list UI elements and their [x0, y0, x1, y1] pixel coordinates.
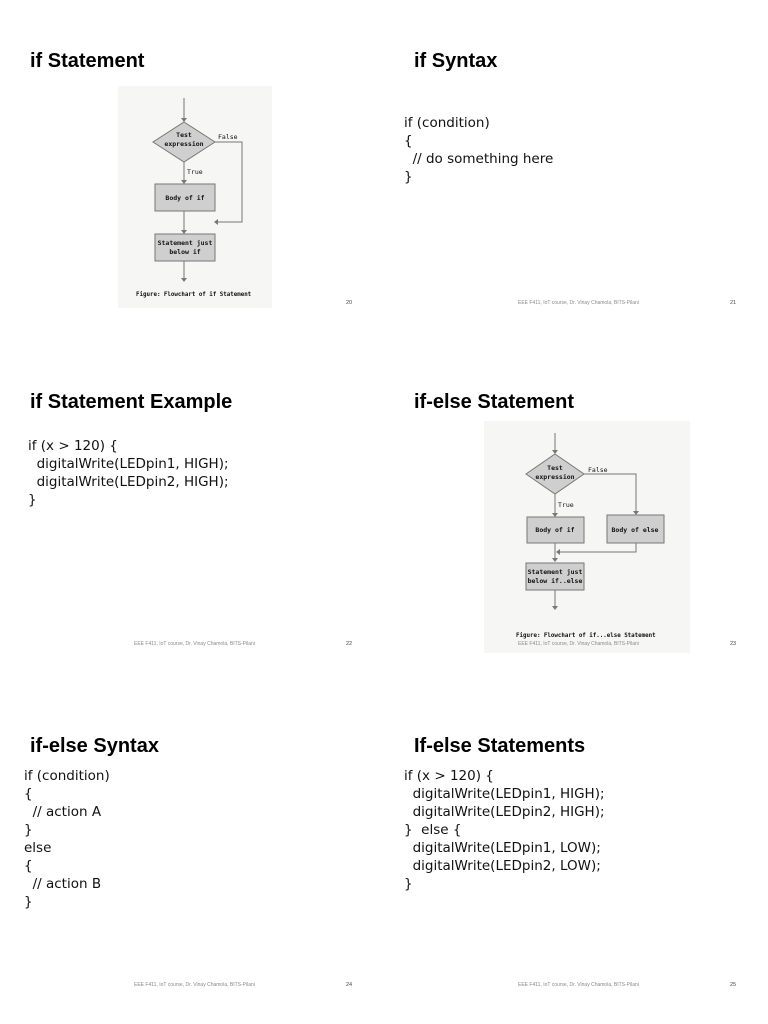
slide-footer: EEE F411, IoT course, Dr. Vinay Chamola, BITS-Pilani	[134, 982, 255, 988]
body-of-else-label: Body of else	[611, 526, 659, 534]
true-label: True	[558, 501, 574, 509]
slide-if-else-statement-footer	[384, 341, 768, 682]
false-label: False	[218, 133, 238, 141]
slide-footer: EEE F411, IoT course, Dr. Vinay Chamola, BITS-Pilani	[518, 300, 639, 306]
body-of-if-label: Body of if	[535, 526, 575, 534]
page-number: 21	[730, 300, 737, 306]
statement-below-label: below if..else	[527, 577, 583, 585]
test-label: Test	[176, 131, 192, 139]
slide-footer: EEE F411, IoT course, Dr. Vinay Chamola, BITS-Pilani	[134, 641, 255, 647]
test-label: expression	[535, 473, 575, 481]
slide-title: If-else Statements	[414, 735, 586, 757]
statement-below-label: Statement just	[527, 568, 583, 576]
true-label: True	[187, 168, 203, 176]
false-label: False	[588, 466, 608, 474]
if-flowchart	[118, 86, 272, 308]
code-block: if (x > 120) { digitalWrite(LEDpin1, HIGH); digitalWrite(LEDpin2, HIGH); } else { digitalWrite(LEDpin1, LOW); digitalWrite(LEDpin2, LOW); }	[404, 768, 605, 892]
code-block: if (x > 120) { digitalWrite(LEDpin1, HIGH); digitalWrite(LEDpin2, HIGH); }	[28, 438, 229, 508]
page-number: 25	[730, 982, 737, 988]
slide-if-else-syntax	[0, 682, 384, 1023]
slide-footer: EEE F411, IoT course, Dr. Vinay Chamola, BITS-Pilani	[518, 982, 639, 988]
page-number: 22	[346, 641, 353, 647]
test-label: expression	[164, 140, 204, 148]
slide-title: if Syntax	[414, 50, 498, 72]
slide-footer: EEE F411, IoT course, Dr. Vinay Chamola, BITS-Pilani	[518, 641, 639, 647]
slide-title: if-else Syntax	[30, 735, 159, 757]
figure-caption: Figure: Flowchart of if...else Statement	[516, 633, 656, 639]
slide-if-statement-example	[0, 341, 384, 682]
code-block: if (condition) { // do something here }	[404, 115, 554, 185]
slide-title: if Statement	[30, 50, 145, 72]
figure-caption: Figure: Flowchart of if Statement	[136, 292, 252, 298]
statement-below-label: below if	[169, 248, 201, 256]
slide-if-else-statements	[384, 682, 768, 1023]
page-number: 20	[346, 300, 353, 306]
page-number: 24	[346, 982, 353, 988]
code-block: if (condition) { // action A } else { // action B }	[24, 768, 110, 910]
page-number: 23	[730, 641, 737, 647]
slide-title: if Statement Example	[30, 391, 233, 413]
test-label: Test	[547, 464, 563, 472]
slide-title: if-else Statement	[414, 391, 575, 413]
statement-below-label: Statement just	[157, 239, 213, 247]
body-of-if-label: Body of if	[165, 194, 205, 202]
slide-if-syntax	[384, 0, 768, 341]
